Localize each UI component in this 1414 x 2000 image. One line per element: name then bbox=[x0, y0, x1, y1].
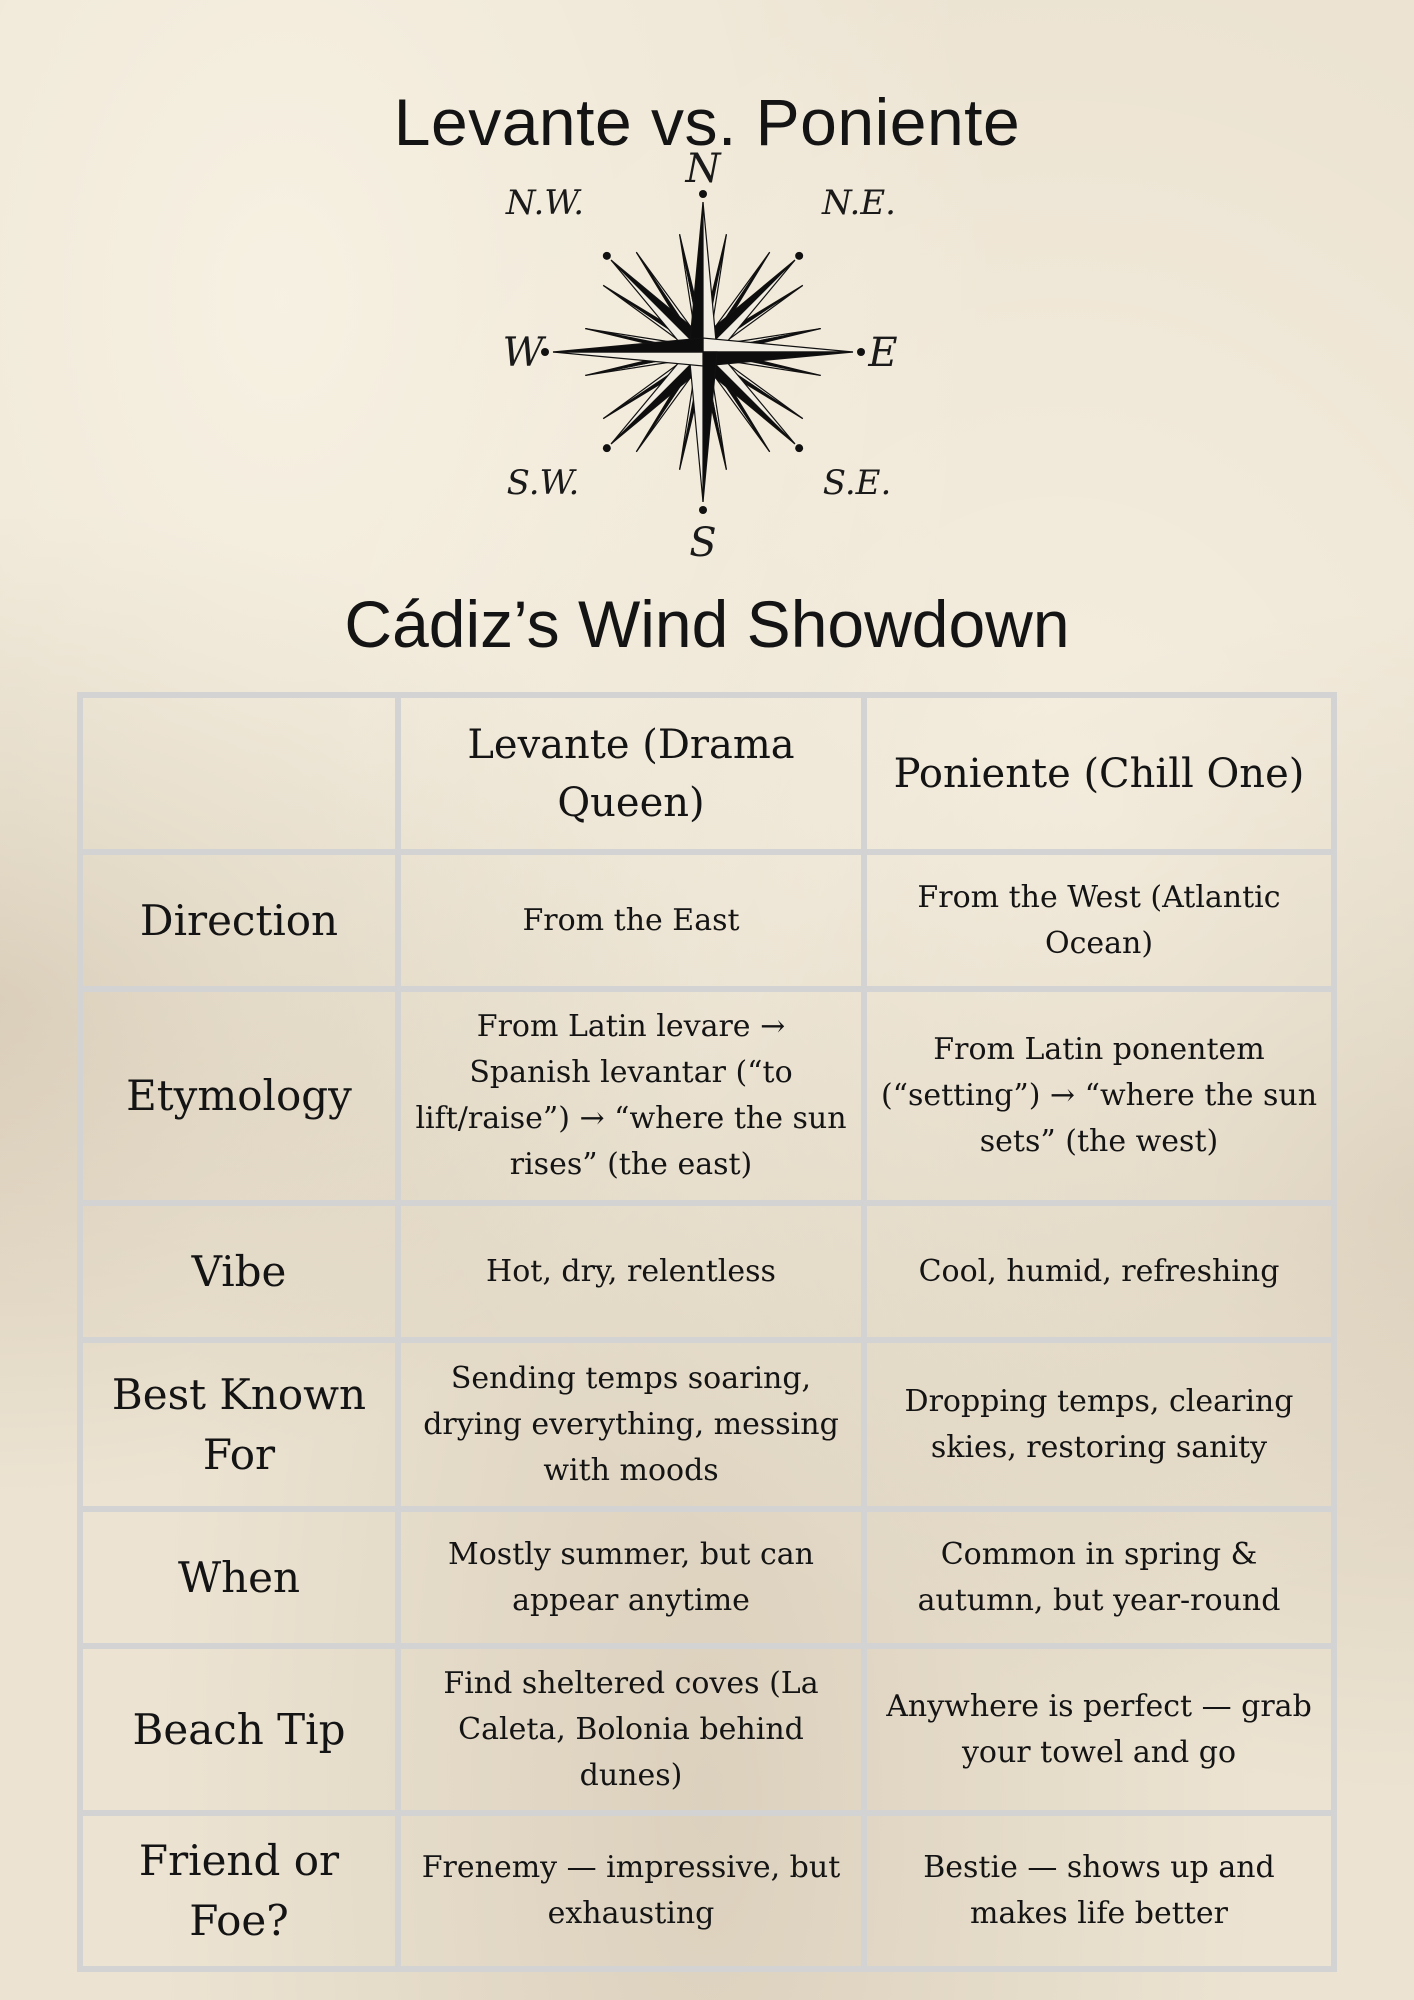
row-label-vibe: Vibe bbox=[80, 1203, 398, 1340]
compass-label-s: S bbox=[689, 520, 717, 566]
column-header-poniente: Poniente (Chill One) bbox=[864, 695, 1334, 852]
table-row bbox=[80, 852, 1334, 989]
compass-label-nw: N.W. bbox=[505, 183, 585, 223]
table-row bbox=[80, 1813, 1334, 1969]
levante-direction: From the East bbox=[398, 852, 864, 989]
levante-when: Mostly summer, but can appear anytime bbox=[398, 1509, 864, 1646]
poniente-when: Common in spring & autumn, but year-round bbox=[864, 1509, 1334, 1646]
compass-label-ne: N.E. bbox=[821, 183, 897, 223]
row-label-friend-or-foe: Friend or Foe? bbox=[80, 1813, 398, 1969]
levante-etymology: From Latin levare → Spanish levantar (“to lift/raise”) → “where the sun rises” (the east) bbox=[398, 989, 864, 1203]
column-header-levante: Levante (Drama Queen) bbox=[398, 695, 864, 852]
table-row bbox=[80, 989, 1334, 1203]
table-row bbox=[80, 1340, 1334, 1509]
compass-label-n: N bbox=[685, 148, 721, 192]
compass-label-w: W bbox=[502, 330, 544, 376]
row-label-when: When bbox=[80, 1509, 398, 1646]
row-label-direction: Direction bbox=[80, 852, 398, 989]
poniente-beach-tip: Anywhere is perfect — grab your towel and go bbox=[864, 1646, 1334, 1813]
table-row bbox=[80, 1646, 1334, 1813]
column-header-empty bbox=[80, 695, 398, 852]
poniente-vibe: Cool, humid, refreshing bbox=[864, 1203, 1334, 1340]
levante-friend-or-foe: Frenemy — impressive, but exhausting bbox=[398, 1813, 864, 1969]
levante-beach-tip: Find sheltered coves (La Caleta, Bolonia behind dunes) bbox=[398, 1646, 864, 1813]
poniente-friend-or-foe: Bestie — shows up and makes life better bbox=[864, 1813, 1334, 1969]
poniente-etymology: From Latin ponentem (“setting”) → “where the sun sets” (the west) bbox=[864, 989, 1334, 1203]
compass-rose-icon bbox=[497, 148, 917, 568]
poniente-direction: From the West (Atlantic Ocean) bbox=[864, 852, 1334, 989]
table-row bbox=[80, 1509, 1334, 1646]
wind-comparison-table bbox=[77, 692, 1337, 1972]
page-title: Levante vs. Poniente bbox=[393, 85, 1021, 160]
table-row bbox=[80, 1203, 1334, 1340]
poniente-best-known-for: Dropping temps, clearing skies, restoring sanity bbox=[864, 1340, 1334, 1509]
levante-best-known-for: Sending temps soaring, drying everything, messing with moods bbox=[398, 1340, 864, 1509]
compass-label-e: E bbox=[868, 330, 898, 376]
row-label-beach-tip: Beach Tip bbox=[80, 1646, 398, 1813]
table-header-row bbox=[80, 695, 1334, 852]
compass-label-sw: S.W. bbox=[506, 463, 580, 503]
row-label-etymology: Etymology bbox=[80, 989, 398, 1203]
subtitle: Cádiz’s Wind Showdown bbox=[344, 587, 1070, 661]
levante-vibe: Hot, dry, relentless bbox=[398, 1203, 864, 1340]
row-label-best-known-for: Best Known For bbox=[80, 1340, 398, 1509]
compass-label-se: S.E. bbox=[822, 463, 892, 503]
